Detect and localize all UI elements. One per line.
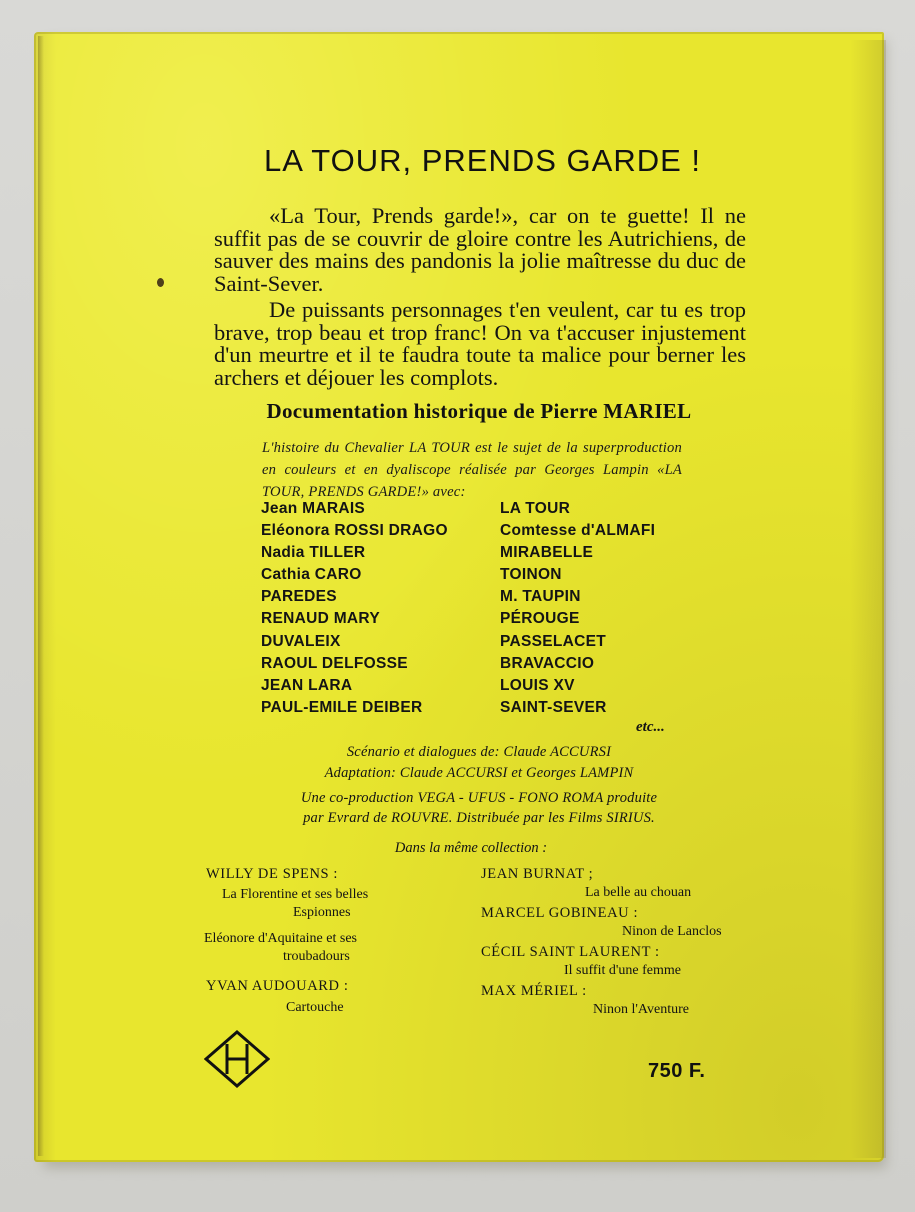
collection-title: Espionnes bbox=[293, 905, 351, 920]
collection-title: Eléonore d'Aquitaine et ses bbox=[204, 931, 357, 946]
cast-role: PASSELACET bbox=[500, 632, 607, 650]
distribution-credit: par Evrard de ROUVRE. Distribuée par les Films SIRIUS. bbox=[303, 810, 655, 826]
blurb-paragraph-2: De puissants personnages t'en veulent, car tu es trop brave, trop beau et trop franc! On va t'accuser injustement d'un meurtre et il te faudra toute ta malice pour berner les archers et déjouer les complots. bbox=[214, 297, 746, 390]
cast-etc: etc... bbox=[636, 719, 665, 735]
collection-title: Ninon de Lanclos bbox=[622, 924, 722, 939]
cast-actor: PAREDES bbox=[261, 588, 337, 606]
film-intro: L'histoire du Chevalier LA TOUR est le sujet de la superproduction en couleurs et en dyaliscope réalisée par Georges Lampin «LA TOUR, PRENDS GARDE!» avec: bbox=[262, 440, 682, 500]
collection-title: Cartouche bbox=[286, 1000, 344, 1015]
book-title: LA TOUR, PRENDS GARDE ! bbox=[263, 143, 702, 178]
production-credit: Une co-production VEGA - UFUS - FONO ROMA produite bbox=[300, 790, 658, 806]
book-back-cover bbox=[34, 32, 884, 1162]
collection-author: JEAN BURNAT ; bbox=[481, 866, 594, 882]
collection-heading: Dans la même collection : bbox=[394, 840, 548, 856]
cover-edge-wear bbox=[850, 40, 886, 1158]
ink-spot bbox=[157, 278, 164, 287]
collection-author: MAX MÉRIEL : bbox=[481, 983, 587, 999]
cast-actor: PAUL-EMILE DEIBER bbox=[261, 698, 423, 716]
cast-role: LOUIS XV bbox=[500, 676, 575, 694]
cast-role: TOINON bbox=[500, 566, 562, 584]
cast-role: SAINT-SEVER bbox=[500, 698, 607, 716]
price-label: 750 F. bbox=[648, 1060, 706, 1082]
blurb-paragraph-1: «La Tour, Prends garde!», car on te guette! Il ne suffit pas de se couvrir de gloire contre les Autrichiens, de sauver des mains des pandonis la jolie maîtresse du duc de Saint-Sever. bbox=[214, 203, 746, 296]
cast-actor: DUVALEIX bbox=[261, 632, 341, 650]
cast-actor: Eléonora ROSSI DRAGO bbox=[261, 522, 448, 540]
cast-role: BRAVACCIO bbox=[500, 654, 595, 672]
cast-role: MIRABELLE bbox=[500, 544, 594, 562]
collection-title: Il suffit d'une femme bbox=[564, 963, 681, 978]
cast-actor: Nadia TILLER bbox=[261, 544, 366, 562]
cast-actor: Jean MARAIS bbox=[261, 500, 366, 517]
collection-title: Ninon l'Aventure bbox=[593, 1002, 689, 1017]
publisher-logo-icon bbox=[204, 1030, 270, 1088]
collection-author: WILLY DE SPENS : bbox=[206, 866, 339, 882]
documentation-credit: Documentation historique de Pierre MARIEL bbox=[266, 399, 692, 423]
collection-title: La Florentine et ses belles bbox=[222, 887, 369, 902]
spine-crease bbox=[38, 36, 44, 1156]
cast-actor: Cathia CARO bbox=[261, 566, 362, 584]
cast-actor: JEAN LARA bbox=[261, 676, 353, 694]
collection-author: MARCEL GOBINEAU : bbox=[481, 905, 639, 921]
cast-role: M. TAUPIN bbox=[500, 588, 581, 606]
collection-title: La belle au chouan bbox=[585, 885, 692, 900]
cast-role: LA TOUR bbox=[500, 500, 571, 517]
cast-role: PÉROUGE bbox=[500, 610, 580, 628]
screenplay-credit: Scénario et dialogues de: Claude ACCURSI bbox=[346, 744, 612, 760]
collection-title: troubadours bbox=[283, 949, 350, 964]
cast-actor: RENAUD MARY bbox=[261, 610, 380, 628]
adaptation-credit: Adaptation: Claude ACCURSI et Georges LAMPIN bbox=[324, 765, 634, 781]
cast-actor: RAOUL DELFOSSE bbox=[261, 654, 408, 672]
collection-author: YVAN AUDOUARD : bbox=[206, 978, 349, 994]
collection-author: CÉCIL SAINT LAURENT : bbox=[481, 944, 660, 960]
cast-role: Comtesse d'ALMAFI bbox=[500, 522, 656, 540]
